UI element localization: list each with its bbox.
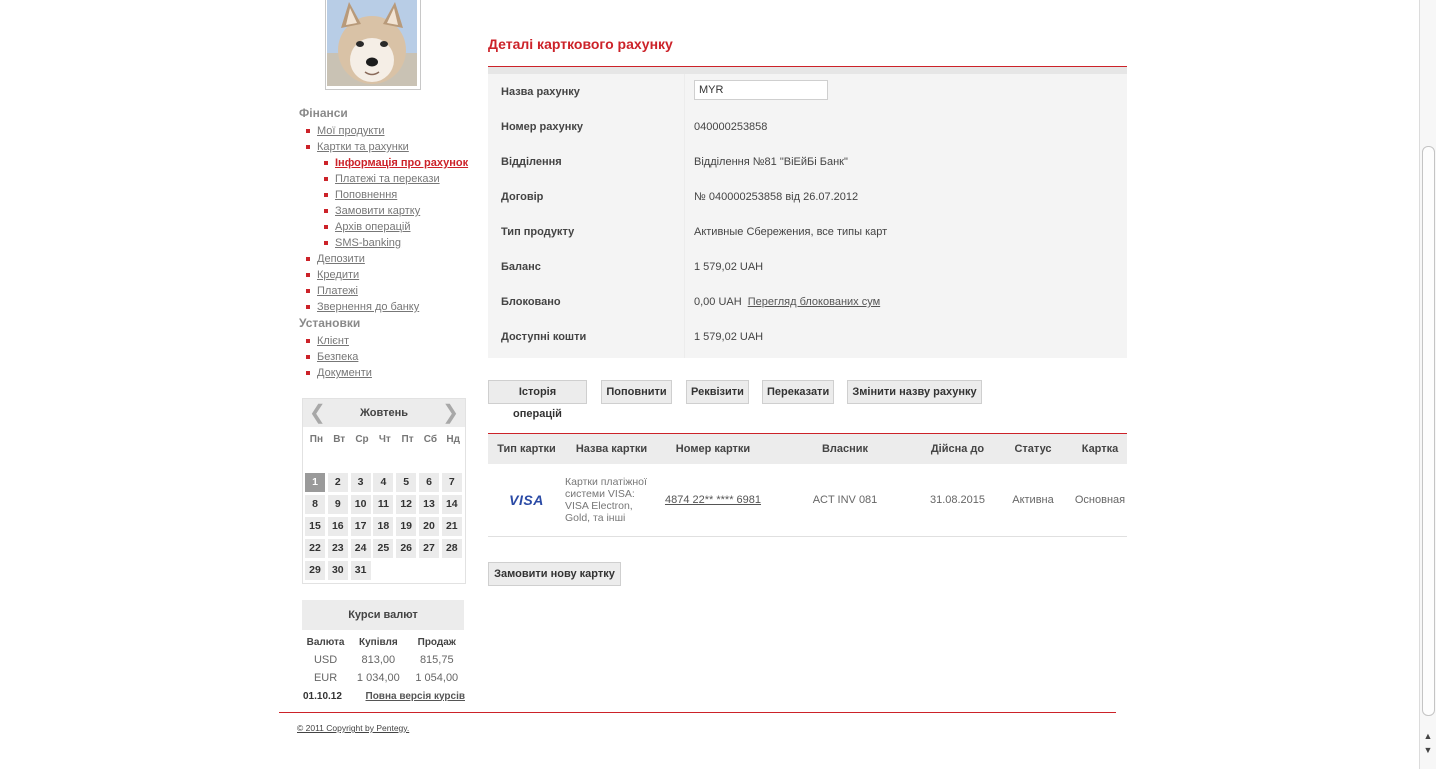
rates-row bbox=[302, 669, 466, 687]
sidebar-item-cards-accounts[interactable] bbox=[299, 139, 479, 155]
copyright bbox=[297, 723, 409, 733]
card-owner: ACT INV 081 bbox=[768, 464, 922, 537]
bullet-icon bbox=[324, 161, 328, 165]
calendar-header bbox=[303, 399, 465, 427]
bullet-icon bbox=[306, 305, 310, 309]
calendar-day[interactable]: 15 bbox=[305, 517, 325, 536]
top-up-button[interactable]: Поповнити bbox=[601, 380, 672, 404]
footer-divider bbox=[279, 712, 1116, 713]
col-header-name: Назва картки bbox=[565, 434, 658, 465]
detail-label: Відділення bbox=[501, 156, 562, 168]
calendar-day[interactable]: 14 bbox=[442, 495, 462, 514]
detail-label: Договір bbox=[501, 191, 544, 203]
bullet-icon bbox=[324, 177, 328, 181]
bullet-icon bbox=[306, 371, 310, 375]
bullet-icon bbox=[324, 225, 328, 229]
calendar bbox=[302, 398, 466, 584]
account-name-input[interactable] bbox=[694, 80, 828, 100]
sidebar-item-top-up[interactable] bbox=[299, 187, 479, 203]
calendar-day[interactable]: 11 bbox=[373, 495, 393, 514]
detail-row-available bbox=[488, 320, 1127, 355]
card-number-link[interactable]: 4874 22** **** 6981 bbox=[664, 494, 762, 506]
copyright-link[interactable]: © 2011 Copyright by Pentegy. bbox=[297, 723, 410, 733]
scroll-up-icon[interactable]: ▲ bbox=[1423, 731, 1433, 741]
detail-row-blocked bbox=[488, 285, 1127, 320]
sidebar-item-sms-banking[interactable] bbox=[299, 235, 479, 251]
calendar-weekdays bbox=[305, 434, 465, 445]
detail-label: Номер рахунку bbox=[501, 121, 584, 133]
sidebar-item-payments-transfers[interactable] bbox=[299, 171, 479, 187]
detail-label: Блоковано bbox=[501, 296, 561, 308]
detail-value: Відділення №81 "ВіЕйБі Банк" bbox=[694, 156, 848, 168]
rates-date: 01.10.12 bbox=[303, 690, 342, 702]
sidebar-link[interactable]: Поповнення bbox=[335, 189, 398, 201]
card-number-cell bbox=[658, 464, 768, 537]
weekday-label: Пт bbox=[401, 434, 414, 445]
calendar-month: Жовтень bbox=[359, 407, 409, 419]
col-header-number: Номер картки bbox=[658, 434, 768, 465]
calendar-day[interactable]: 26 bbox=[396, 539, 416, 558]
calendar-day[interactable]: 7 bbox=[442, 473, 462, 492]
detail-row-contract bbox=[488, 180, 1127, 215]
cards-table bbox=[488, 433, 1127, 537]
rate-currency: USD bbox=[313, 654, 338, 666]
sidebar-link[interactable]: Платежі та перекази bbox=[335, 173, 440, 185]
sidebar-link[interactable]: Депозити bbox=[317, 253, 365, 265]
sidebar-item-operations-archive[interactable] bbox=[299, 219, 479, 235]
calendar-day[interactable]: 27 bbox=[419, 539, 439, 558]
bullet-icon bbox=[306, 355, 310, 359]
sidebar-item-payments[interactable] bbox=[299, 283, 479, 299]
rename-account-button[interactable]: Змінити назву рахунку bbox=[847, 380, 982, 404]
calendar-day[interactable]: 23 bbox=[328, 539, 348, 558]
sidebar-link[interactable]: Замовити картку bbox=[335, 205, 421, 217]
sidebar-item-account-info[interactable] bbox=[299, 155, 479, 171]
calendar-day[interactable]: 16 bbox=[328, 517, 348, 536]
sidebar-item-client[interactable] bbox=[299, 333, 479, 349]
view-blocked-link[interactable]: Перегляд блокованих сум bbox=[747, 296, 881, 308]
bullet-icon bbox=[306, 129, 310, 133]
page-title: Деталі карткового рахунку bbox=[488, 36, 673, 52]
bullet-icon bbox=[324, 193, 328, 197]
col-header-type: Тип картки bbox=[488, 434, 565, 465]
sidebar-link[interactable]: Клієнт bbox=[317, 335, 349, 347]
calendar-day[interactable]: 30 bbox=[328, 561, 348, 580]
card-valid: 31.08.2015 bbox=[922, 464, 993, 537]
rates-header: Валюта bbox=[306, 636, 345, 648]
rate-sell: 1 054,00 bbox=[415, 672, 459, 684]
detail-value-blocked bbox=[694, 296, 880, 308]
sidebar-item-security[interactable] bbox=[299, 349, 479, 365]
calendar-days bbox=[305, 473, 465, 583]
sidebar-item-my-products[interactable] bbox=[299, 123, 479, 139]
detail-value: 040000253858 bbox=[694, 121, 768, 133]
bullet-icon bbox=[324, 241, 328, 245]
calendar-day[interactable]: 19 bbox=[396, 517, 416, 536]
sidebar-link[interactable]: Документи bbox=[317, 367, 372, 379]
rate-currency: EUR bbox=[313, 672, 338, 684]
blocked-amount: 0,00 UAH bbox=[694, 296, 742, 308]
calendar-day[interactable]: 22 bbox=[305, 539, 325, 558]
calendar-day[interactable]: 10 bbox=[351, 495, 371, 514]
chevron-left-icon[interactable]: ❮ bbox=[309, 402, 326, 424]
account-details-panel bbox=[488, 66, 1127, 358]
sidebar-link[interactable]: Платежі bbox=[317, 285, 358, 297]
weekday-label: Пн bbox=[309, 434, 324, 445]
detail-row-product-type bbox=[488, 215, 1127, 250]
calendar-day[interactable]: 8 bbox=[305, 495, 325, 514]
calendar-day[interactable]: 25 bbox=[373, 539, 393, 558]
rates-table bbox=[302, 633, 466, 705]
rates-header: Продаж bbox=[417, 636, 456, 648]
detail-row-account-number bbox=[488, 110, 1127, 145]
calendar-day[interactable]: 4 bbox=[373, 473, 393, 492]
bullet-icon bbox=[306, 145, 310, 149]
calendar-day[interactable]: 18 bbox=[373, 517, 393, 536]
card-name: Картки платіжної системи VISA: VISA Electron, Gold, та інші bbox=[565, 464, 658, 537]
finance-heading: Фінанси bbox=[299, 106, 348, 120]
sidebar-link[interactable]: Кредити bbox=[317, 269, 360, 281]
cards-table-header bbox=[488, 434, 1127, 465]
calendar-day[interactable]: 2 bbox=[328, 473, 348, 492]
calendar-day[interactable]: 17 bbox=[351, 517, 371, 536]
scrollbar-thumb[interactable] bbox=[1422, 146, 1435, 716]
husky-puppy-photo bbox=[327, 0, 417, 86]
table-row bbox=[488, 464, 1127, 537]
col-header-owner: Власник bbox=[768, 434, 922, 465]
weekday-label: Чт bbox=[378, 434, 391, 445]
sidebar-item-contact-bank[interactable] bbox=[299, 299, 479, 315]
calendar-day[interactable]: 28 bbox=[442, 539, 462, 558]
calendar-day[interactable]: 5 bbox=[396, 473, 416, 492]
transfer-button[interactable]: Переказати bbox=[762, 380, 834, 404]
bullet-icon bbox=[306, 339, 310, 343]
visa-logo: VISA bbox=[509, 492, 544, 508]
rates-header: Купівля bbox=[358, 636, 398, 648]
detail-value: 1 579,02 UAH bbox=[694, 261, 764, 273]
scroll-down-icon[interactable]: ▼ bbox=[1423, 745, 1433, 755]
calendar-day[interactable]: 29 bbox=[305, 561, 325, 580]
sidebar-link[interactable]: Звернення до банку bbox=[317, 301, 420, 313]
bullet-icon bbox=[306, 257, 310, 261]
card-kind: Основная bbox=[1073, 464, 1127, 537]
calendar-day[interactable]: 13 bbox=[419, 495, 439, 514]
weekday-label: Нд bbox=[446, 434, 460, 445]
rate-buy: 813,00 bbox=[361, 654, 396, 666]
settings-heading: Установки bbox=[299, 316, 361, 330]
bullet-icon bbox=[324, 209, 328, 213]
sidebar-nav bbox=[299, 105, 479, 381]
sidebar-link[interactable]: Безпека bbox=[317, 351, 359, 363]
chevron-right-icon[interactable]: ❯ bbox=[442, 402, 459, 424]
sidebar-item-order-card[interactable] bbox=[299, 203, 479, 219]
detail-value: Активные Сбережения, все типы карт bbox=[694, 226, 888, 238]
rates-title: Курси валют bbox=[302, 600, 464, 630]
sidebar-link-active[interactable]: Інформація про рахунок bbox=[335, 157, 469, 169]
vertical-scrollbar[interactable] bbox=[1419, 0, 1436, 769]
sidebar-link[interactable]: Картки та рахунки bbox=[317, 141, 409, 153]
rates-row bbox=[302, 651, 466, 669]
sidebar-item-documents[interactable] bbox=[299, 365, 479, 381]
currency-rates bbox=[302, 600, 464, 705]
col-header-status: Статус bbox=[993, 434, 1073, 465]
calendar-day[interactable]: 20 bbox=[419, 517, 439, 536]
col-header-kind: Картка bbox=[1073, 434, 1127, 465]
weekday-label: Ср bbox=[355, 434, 369, 445]
card-status: Активна bbox=[993, 464, 1073, 537]
sidebar-link[interactable]: Мої продукти bbox=[317, 125, 385, 137]
col-header-valid: Дійсна до bbox=[922, 434, 993, 465]
bullet-icon bbox=[306, 273, 310, 277]
calendar-day[interactable]: 31 bbox=[351, 561, 371, 580]
requisites-button[interactable]: Реквізити bbox=[686, 380, 749, 404]
sidebar-link[interactable]: SMS-banking bbox=[335, 237, 402, 249]
sidebar-item-credits[interactable] bbox=[299, 267, 479, 283]
detail-value: 1 579,02 UAH bbox=[694, 331, 764, 343]
calendar-day[interactable]: 21 bbox=[442, 517, 462, 536]
rate-sell: 815,75 bbox=[419, 654, 454, 666]
card-type-cell bbox=[488, 464, 565, 537]
detail-label: Тип продукту bbox=[501, 226, 575, 238]
weekday-label: Вт bbox=[333, 434, 346, 445]
rates-full-cell bbox=[349, 687, 466, 705]
panel-topbar bbox=[488, 67, 1127, 74]
order-new-card-button[interactable]: Замовити нову картку bbox=[488, 562, 621, 586]
detail-value: № 040000253858 від 26.07.2012 bbox=[694, 191, 859, 203]
avatar bbox=[325, 0, 421, 90]
detail-row-balance bbox=[488, 250, 1127, 285]
sidebar-link[interactable]: Архів операцій bbox=[335, 221, 411, 233]
detail-row-account-name bbox=[488, 75, 1127, 110]
sidebar-item-deposits[interactable] bbox=[299, 251, 479, 267]
calendar-day[interactable]: 3 bbox=[351, 473, 371, 492]
rates-full-link[interactable]: Повна версія курсів bbox=[365, 690, 465, 702]
weekday-label: Сб bbox=[423, 434, 438, 445]
detail-label: Доступні кошти bbox=[501, 331, 587, 343]
operations-history-button[interactable]: Історія операцій bbox=[488, 380, 587, 404]
rate-buy: 1 034,00 bbox=[356, 672, 400, 684]
calendar-day[interactable]: 12 bbox=[396, 495, 416, 514]
detail-row-branch bbox=[488, 145, 1127, 180]
calendar-day[interactable]: 9 bbox=[328, 495, 348, 514]
calendar-day-today[interactable]: 1 bbox=[305, 473, 325, 492]
detail-label: Баланс bbox=[501, 261, 541, 273]
bullet-icon bbox=[306, 289, 310, 293]
calendar-day[interactable]: 6 bbox=[419, 473, 439, 492]
calendar-day[interactable]: 24 bbox=[351, 539, 371, 558]
detail-label: Назва рахунку bbox=[501, 86, 580, 98]
